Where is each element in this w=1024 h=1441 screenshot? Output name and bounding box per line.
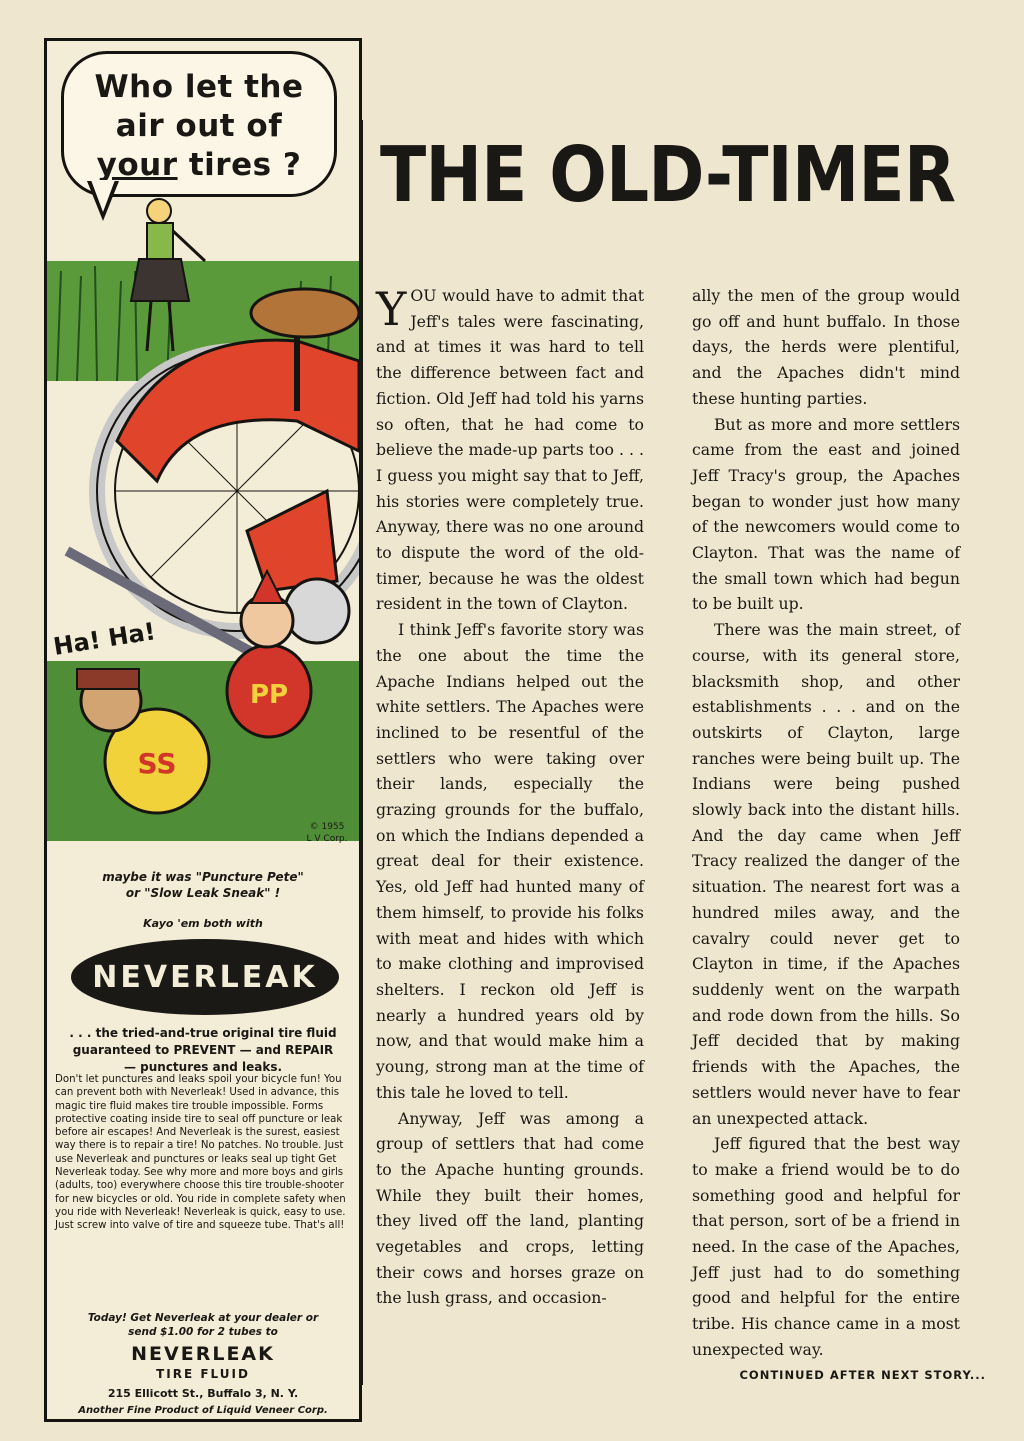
brand-logo: NEVERLEAK <box>71 939 339 1015</box>
ha-ha-exclaim: Ha! Ha! <box>51 617 158 661</box>
ad-claim: . . . the tried-and-true original tire fluid guaranteed to PREVENT — and REPAIR — punctures and leaks. <box>69 1026 337 1074</box>
paragraph: But as more and more settlers came from the east and joined Jeff Tracy's group, the Apaches began to wonder just how many of the newcomers would come to Clayton. That was the name of the small town which had begun to be built up. <box>692 414 960 614</box>
story-title: THE OLD-TIMER <box>380 131 956 220</box>
paragraph: Anyway, Jeff was among a group of settlers that had come to the Apache hunting grounds. While they built their homes, they lived off the land, planting vegetables and crops, letting their cows and horses graze on the lush grass, and occasion- <box>376 1108 644 1308</box>
paragraph <box>376 283 644 617</box>
badge-pp: PP <box>249 680 289 710</box>
neverleak-advertisement <box>44 38 362 1422</box>
badge-ss: SS <box>137 747 177 780</box>
ad-body-copy: Don't let punctures and leaks spoil your bicycle fun! You can prevent both with Neverleak! Used in advance, this magic tire fluid makes tire trouble impossible. Forms protective coating inside tire to seal off puncture or leak before air escapes! And Neverleak is the surest, easiest way there is to repair a tire! No patches. No trouble. Just use Neverleak and punctures or leaks seal up tight Get Neverleak today. See why more and more boys and girls (adults, too) everywhere choose this tire trouble-shooter for new bicycles or old. You ride in complete safety when you ride with Neverleak! Neverleak is quick, easy to use. Just screw into valve of tire and squeeze tube. That's all! <box>55 1074 346 1232</box>
story-column-1 <box>376 283 644 1311</box>
bubble-line-2: air out of <box>115 108 283 144</box>
product-name: NEVERLEAK <box>131 1343 275 1365</box>
ad-subtagline: Kayo 'em both with <box>143 917 263 930</box>
bicycle-illustration <box>47 191 359 881</box>
paragraph: Jeff figured that the best way to make a friend would be to do something good and helpful for that person, sort of be a friend in need. In the case of the Apaches, Jeff just had to do something good and helpful for the entire tribe. His chance came in a most unexpected way. <box>692 1134 960 1359</box>
tagline-line-1: maybe it was "Puncture Pete" <box>102 870 304 884</box>
copyright-owner: L V Corp. <box>306 834 348 844</box>
speech-bubble <box>61 51 337 197</box>
manufacturer-credit: Another Fine Product of Liquid Veneer Corp. <box>78 1405 328 1416</box>
tagline-line-2: or "Slow Leak Sneak" ! <box>125 886 281 900</box>
art-copyright <box>297 821 357 845</box>
story-column-2 <box>692 283 960 1363</box>
bubble-line-3-rest: tires ? <box>177 147 302 183</box>
ad-call-to-action: Today! Get Neverleak at your dealer or send $1.00 for 2 tubes to <box>87 1312 319 1338</box>
bubble-line-3-underlined: your <box>96 147 178 183</box>
column-divider <box>360 120 363 1385</box>
drop-cap: Y <box>376 282 407 336</box>
copyright-year: © 1955 <box>309 822 345 832</box>
bubble-line-1: Who let the <box>94 69 304 105</box>
paragraph-text: OU would have to admit that Jeff's tales were fascinating, and at times it was hard to tell the difference between fact and fiction. Old Jeff had told his yarns so often, that he had come to believe the made-up parts too . . . I guess you might say that to Jeff, his stories were completely true. Anyway, there was no one around to dispute the word of the old-timer, because he was the oldest resident in the town of Clayton. <box>376 286 645 614</box>
paragraph: There was the main street, of course, with its general store, blacksmith shop, and other establishments . . . and on the outskirts of Clayton, large ranches were being built up. The Indians were being pushed slowly back into the distant hills. And the day came when Jeff Tracy realized the danger of the situation. The nearest fort was a hundred miles away, and the cavalry could never get to Clayton in time, if the Apaches suddenly went on the warpath and rode down from the hills. So Jeff decided that by making friends with the Apaches, the settlers would never have to fear an unexpected attack. <box>692 620 960 1128</box>
ad-tagline <box>47 869 359 901</box>
paragraph: ally the men of the group would go off and hunt buffalo. In those days, the herds were plentiful, and the Apaches didn't mind these hunting parties. <box>692 286 960 408</box>
paragraph: I think Jeff's favorite story was the one about the time the Apache Indians helped out the white settlers. The Apaches were inclined to be resentful of the settlers who were taking over their lands, especially the grazing grounds for the buffalo, on which the Indians depended a great deal for their existence. Yes, old Jeff had hunted many of them himself, to provide his folks with meat and hides with which to make clothing and improvised shelters. I reckon old Jeff is nearly a hundred years old by now, and that would make him a young, strong man at the time of this tale he loved to tell. <box>376 620 644 1102</box>
mailing-address: 215 Ellicott St., Buffalo 3, N. Y. <box>107 1387 299 1400</box>
product-subtitle: TIRE FLUID <box>156 1367 250 1381</box>
continued-notice: CONTINUED AFTER NEXT STORY... <box>739 1368 986 1382</box>
